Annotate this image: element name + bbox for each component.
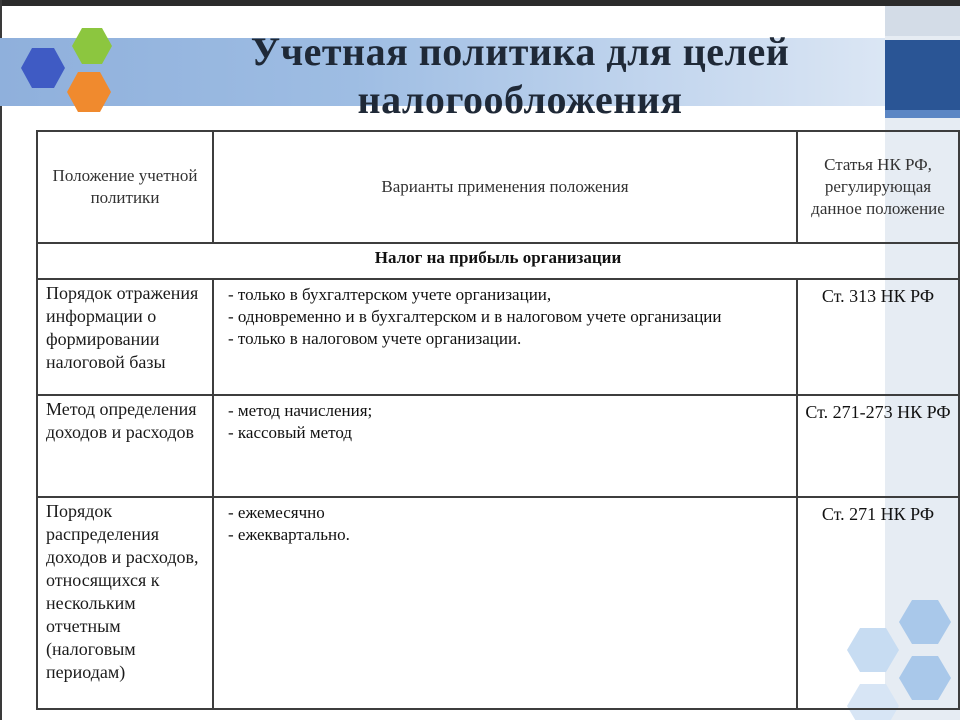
hexagon-logo-icon [10, 26, 120, 118]
table-section-row [37, 243, 959, 279]
row-options [213, 395, 797, 497]
title-line-1: Учетная политика для целей [250, 29, 790, 74]
option-item: - только в налоговом учете организации. [228, 329, 522, 348]
table-row [37, 279, 959, 395]
hexagon-green-icon [72, 28, 112, 64]
table-header-row [37, 131, 959, 243]
side-stripe-mid [885, 110, 960, 118]
window-left-edge [0, 0, 2, 720]
slide-title [170, 28, 870, 124]
row-label: Порядок отражения информации о формировании налоговой базы [37, 279, 213, 395]
row-options [213, 497, 797, 709]
table-row [37, 395, 959, 497]
option-item: - кассовый метод [228, 423, 353, 442]
hexagon-orange-icon [67, 72, 111, 112]
title-line-2: налогообложения [357, 77, 683, 122]
table-row [37, 497, 959, 709]
row-article: Ст. 313 НК РФ [797, 279, 959, 395]
row-label: Метод определения доходов и расходов [37, 395, 213, 497]
row-label: Порядок распределения доходов и расходов, относящихся к нескольким отчетным (налоговым периодам) [37, 497, 213, 709]
row-article: Ст. 271-273 НК РФ [797, 395, 959, 497]
header-position: Положение учетной политики [37, 131, 213, 243]
section-title: Налог на прибыль организации [37, 243, 959, 279]
policy-table [36, 130, 960, 710]
window-top-edge [0, 0, 960, 6]
header-article: Статья НК РФ, регулирующая данное положение [797, 131, 959, 243]
hexagon-blue-icon [21, 48, 65, 88]
header-variants: Варианты применения положения [213, 131, 797, 243]
side-stripe-dark [885, 40, 960, 110]
option-item: - только в бухгалтерском учете организации, [228, 285, 552, 304]
option-item: - метод начисления; [228, 401, 373, 420]
side-stripe-light [885, 6, 960, 36]
row-options [213, 279, 797, 395]
option-item: - ежемесячно [228, 503, 325, 522]
row-article: Ст. 271 НК РФ [797, 497, 959, 709]
option-item: - ежеквартально. [228, 525, 350, 544]
option-item: - одновременно и в бухгалтерском и в налоговом учете организации [228, 307, 722, 326]
